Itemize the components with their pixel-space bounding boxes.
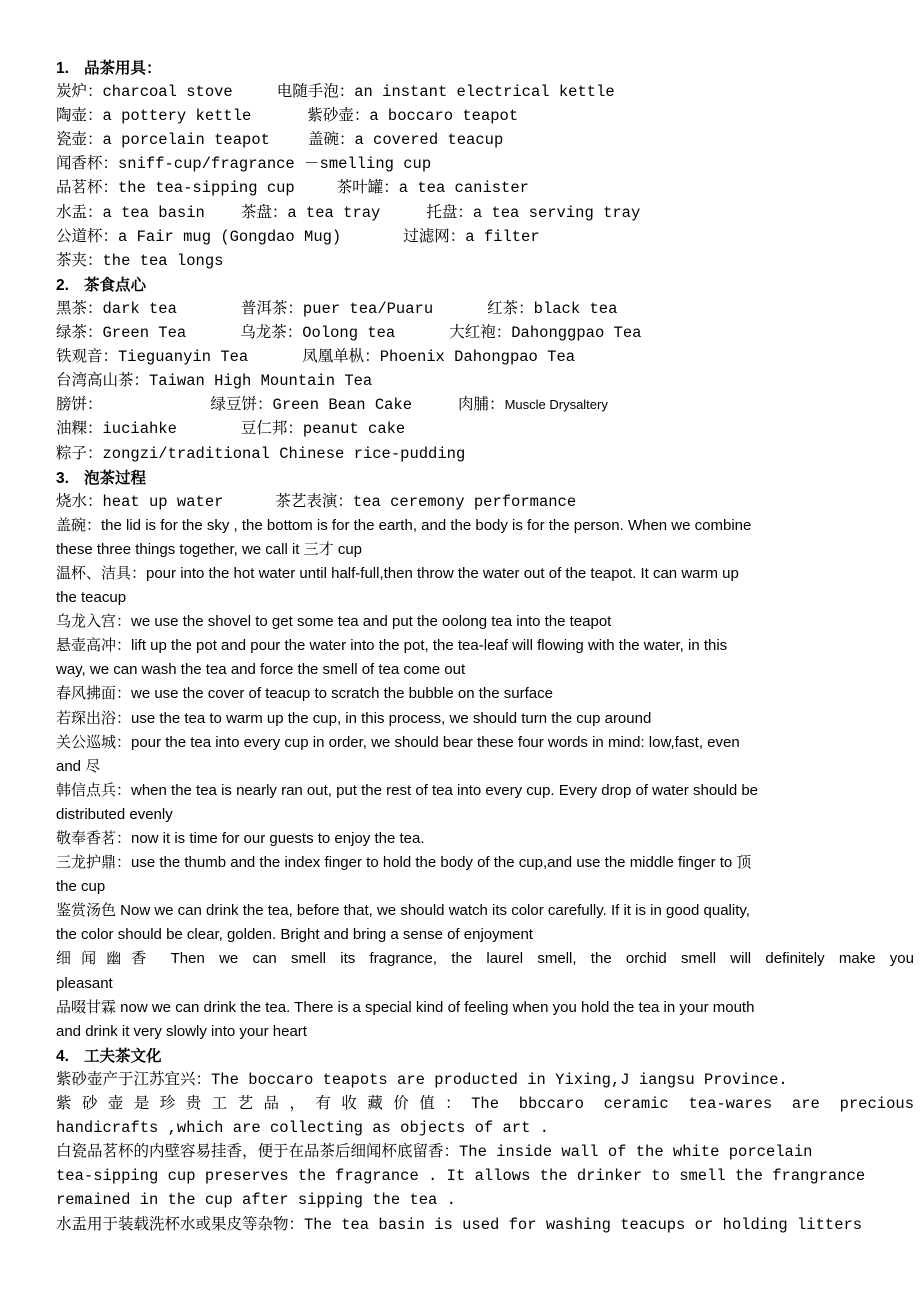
paragraph-line: 乌龙入宫：we use the shovel to get some tea and put the oolong tea into the teapot bbox=[56, 613, 612, 631]
vocab-entry: 炭炉：charcoal stove bbox=[56, 83, 233, 102]
paragraph-line: remained in the cup after sipping the tea . bbox=[56, 1191, 456, 1210]
section-title: 茶食点心 bbox=[84, 275, 147, 294]
vocab-entry: 豆仁邦：peanut cake bbox=[240, 420, 406, 439]
vocab-line bbox=[56, 249, 914, 273]
vocab-line bbox=[56, 128, 914, 152]
vocab-line bbox=[56, 176, 914, 200]
vocab-line bbox=[56, 104, 914, 128]
vocab-entry: 电随手泡：an instant electrical kettle bbox=[276, 83, 615, 102]
section-title: 品茶用具： bbox=[84, 59, 162, 77]
paragraph-line: 关公巡城：pour the tea into every cup in order, we should bear these four words in mind: low,fast, even bbox=[56, 733, 740, 751]
section-number: 4. bbox=[56, 1047, 69, 1065]
vocab-entry: 红茶：black tea bbox=[487, 299, 618, 318]
vocab-line bbox=[56, 442, 914, 466]
vocab-entry: 绿茶：Green Tea bbox=[56, 324, 187, 343]
paragraph-line: 细闻幽香 Then we can smell its fragrance, the laurel smell, the orchid smell will definitely make you bbox=[56, 950, 914, 968]
vocab-entry: 粽子：zongzi/traditional Chinese rice-pudding bbox=[56, 444, 466, 463]
vocab-line bbox=[56, 297, 914, 321]
paragraph-line: 鉴赏汤色 Now we can drink the tea, before that, we should watch its color carefully. If it is in good quality, bbox=[56, 902, 750, 920]
vocab-line bbox=[56, 80, 914, 104]
vocab-entry: 大红袍：Dahonggpao Tea bbox=[449, 324, 642, 343]
vocab-line bbox=[56, 393, 914, 417]
vocab-entry: 黑茶：dark tea bbox=[56, 299, 177, 318]
section-title: 工夫茶文化 bbox=[84, 1046, 162, 1065]
vocab-line bbox=[56, 345, 914, 369]
vocab-entry: 油粿：iuciahke bbox=[56, 420, 177, 439]
section-3-heading bbox=[56, 466, 914, 490]
vocab-entry: 水盂：a tea basin bbox=[56, 203, 205, 222]
vocab-entry: 凤凰单枞：Phoenix Dahongpao Tea bbox=[302, 348, 576, 367]
section-number: 3. bbox=[56, 469, 69, 487]
vocab-entry: 茶叶罐：a tea canister bbox=[336, 179, 529, 198]
vocab-entry: 绿豆饼：Green Bean Cake bbox=[210, 396, 413, 415]
section-title: 泡茶过程 bbox=[84, 468, 147, 487]
vocab-entry: 陶壶：a pottery kettle bbox=[56, 107, 252, 126]
vocab-entry: 公道杯：a Fair mug (Gongdao Mug) bbox=[56, 227, 342, 246]
paragraph-line: the teacup bbox=[56, 589, 127, 607]
paragraph-line: 盖碗：the lid is for the sky , the bottom is for the earth, and the body is for the person. When we combine bbox=[56, 516, 752, 534]
vocab-line bbox=[56, 490, 914, 514]
section-1-heading bbox=[56, 56, 914, 80]
vocab-entry: 铁观音：Tieguanyin Tea bbox=[56, 348, 249, 367]
vocab-entry: 茶艺表演：tea ceremony performance bbox=[275, 492, 577, 511]
section-number: 2. bbox=[56, 276, 69, 294]
document-page bbox=[56, 56, 914, 1237]
vocab-line bbox=[56, 369, 914, 393]
vocab-entry: 乌龙茶：Oolong tea bbox=[240, 324, 396, 343]
vocab-entry: 瓷壶：a porcelain teapot bbox=[56, 131, 270, 150]
vocab-entry: 茶盘：a tea tray bbox=[240, 203, 381, 222]
vocab-entry: 盖碗：a covered teacup bbox=[307, 131, 504, 150]
paragraph-line: 品啜甘霖 now we can drink the tea. There is a special kind of feeling when you hold the tea in your mouth bbox=[56, 998, 755, 1016]
vocab-line bbox=[56, 321, 914, 345]
vocab-entry: 肉脯： bbox=[458, 396, 505, 415]
vocab-entry: 过滤网：a filter bbox=[403, 227, 540, 246]
paragraph-line: these three things together, we call it 三才 cup bbox=[56, 540, 362, 558]
paragraph-line: distributed evenly bbox=[56, 805, 173, 823]
paragraph-line: way, we can wash the tea and force the smell of tea come out bbox=[56, 661, 466, 679]
vocab-line bbox=[56, 225, 914, 249]
paragraph-line: 紫砂壶产于江苏宜兴：The boccaro teapots are producted in Yixing,J iangsu Province. bbox=[56, 1070, 788, 1089]
paragraph-line: 悬壶高冲：lift up the pot and pour the water into the pot, the tea-leaf will flowing with the water, in this bbox=[56, 637, 728, 655]
paragraph-line: and drink it very slowly into your heart bbox=[56, 1022, 307, 1040]
vocab-entry: 托盘：a tea serving tray bbox=[426, 203, 641, 222]
vocab-entry: 烧水：heat up water bbox=[56, 492, 224, 511]
vocab-entry: 膀饼： bbox=[56, 396, 103, 415]
paragraph-line: pleasant bbox=[56, 974, 113, 992]
vocab-line bbox=[56, 201, 914, 225]
paragraph-line: 水盂用于装载洗杯水或果皮等杂物：The tea basin is used for washing teacups or holding litters bbox=[56, 1215, 863, 1234]
paragraph-line: the color should be clear, golden. Bright and bring a sense of enjoyment bbox=[56, 926, 533, 944]
section-number: 1. bbox=[56, 60, 69, 77]
paragraph-line: 韩信点兵：when the tea is nearly ran out, put the rest of tea into every cup. Every drop of water should be bbox=[56, 781, 759, 799]
vocab-line bbox=[56, 152, 914, 176]
section-4-heading bbox=[56, 1044, 914, 1068]
vocab-entry: 品茗杯：the tea-sipping cup bbox=[56, 179, 295, 198]
paragraph-line: and 尽 bbox=[56, 757, 101, 775]
paragraph-line: 若琛出浴：use the tea to warm up the cup, in this process, we should turn the cup around bbox=[56, 709, 652, 727]
vocab-entry: 台湾高山茶：Taiwan High Mountain Tea bbox=[56, 372, 373, 391]
vocab-entry: 茶夹：the tea longs bbox=[56, 251, 224, 270]
paragraph-line: handicrafts ,which are collecting as objects of art . bbox=[56, 1119, 549, 1138]
vocab-entry: 紫砂壶：a boccaro teapot bbox=[307, 107, 519, 126]
paragraph-line: 春风拂面：we use the cover of teacup to scratch the bubble on the surface bbox=[56, 685, 553, 703]
vocab-entry: 闻香杯：sniff-cup/fragrance －smelling cup bbox=[56, 155, 432, 174]
paragraph-line: the cup bbox=[56, 878, 106, 896]
paragraph-line: 敬奉香茗：now it is time for our guests to enjoy the tea. bbox=[56, 830, 425, 847]
paragraph-line: 白瓷品茗杯的内壁容易挂香，便于在品茶后细闻杯底留香：The inside wall of the white porcelain bbox=[56, 1143, 813, 1162]
paragraph-line: 紫砂壶是珍贵工艺品，有收藏价值：The bbccaro ceramic tea-wares are precious bbox=[56, 1095, 914, 1114]
vocab-entry: 普洱茶：puer tea/Puaru bbox=[240, 299, 434, 318]
paragraph-line: 温杯、洁具：pour into the hot water until half-full,then throw the water out of the teapot. It can warm up bbox=[56, 564, 739, 582]
paragraph-line: tea-sipping cup preserves the fragrance . It allows the drinker to smell the frangrance bbox=[56, 1167, 866, 1186]
vocab-line bbox=[56, 417, 914, 441]
vocab-entry: Muscle Drysaltery bbox=[504, 397, 608, 413]
section-2-heading bbox=[56, 273, 914, 297]
paragraph-line: 三龙护鼎：use the thumb and the index finger to hold the body of the cup,and use the middle finger to 顶 bbox=[56, 854, 752, 872]
